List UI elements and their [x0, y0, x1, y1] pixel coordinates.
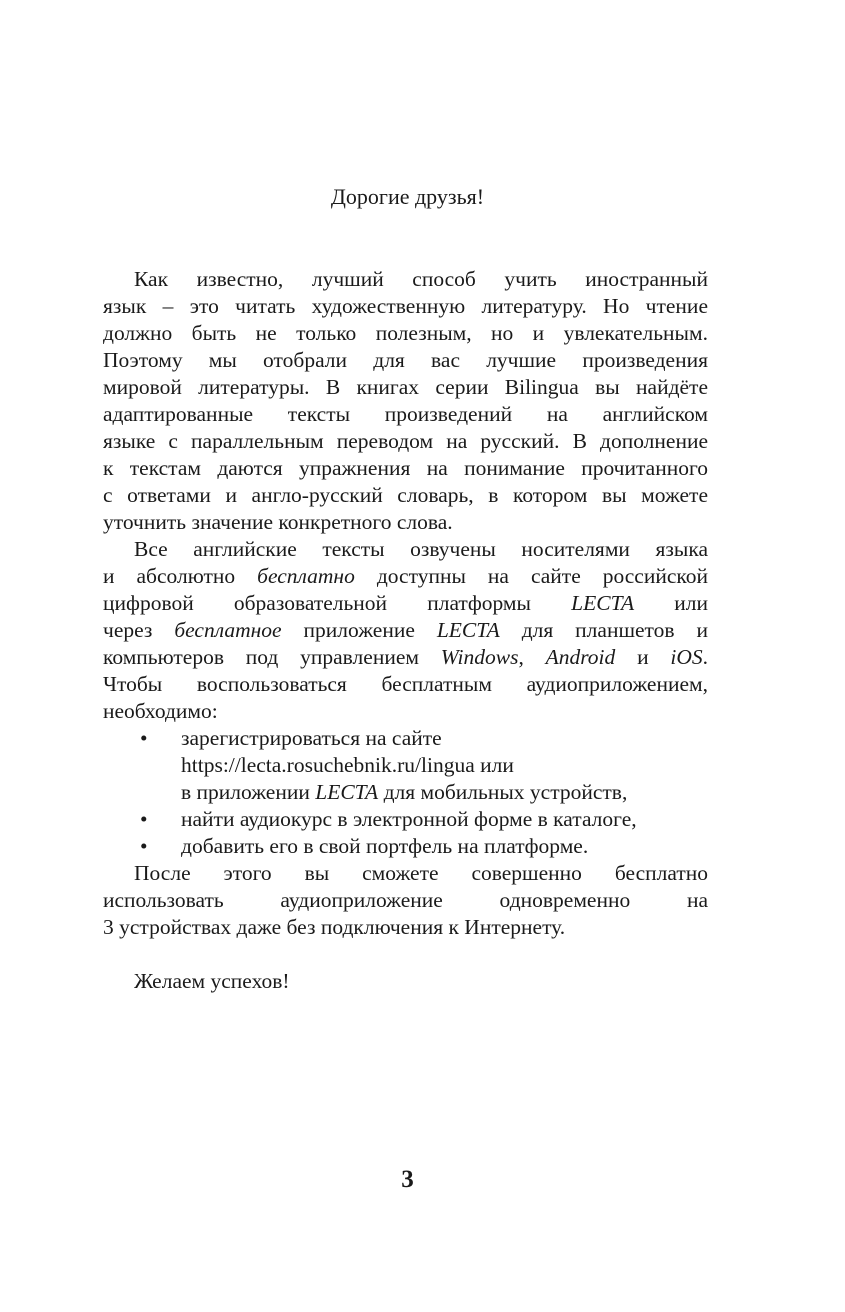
text-line: [103, 671, 708, 698]
text-segment: найти аудиокурс в электронной форме в каталоге,: [181, 807, 637, 831]
closing-line: Желаем успехов!: [134, 969, 290, 993]
text-line: [103, 293, 708, 320]
text-segment: .: [702, 645, 709, 669]
text-segment: в приложении: [181, 780, 316, 804]
text-line: [103, 455, 708, 482]
text-segment: адаптированные тексты произведений на английском: [103, 402, 708, 426]
text-segment: зарегистрироваться на сайте: [181, 726, 442, 750]
text-segment: для мобильных устройств,: [378, 780, 628, 804]
text-line: [103, 563, 708, 590]
bullet-item-line: [103, 752, 708, 779]
text-segment: мировой литературы. В книгах серии Bilingua вы найдёте: [103, 375, 708, 399]
text-segment: и абсолютно: [103, 564, 258, 588]
bullet-item-line: [103, 833, 708, 860]
text-segment: добавить его в свой портфель на платформе.: [181, 834, 589, 858]
text-line: [103, 509, 708, 536]
page-title: Дорогие друзья!: [330, 184, 485, 209]
text-segment: Чтобы воспользоваться бесплатным аудиоприложением,: [103, 672, 708, 696]
text-line: [103, 401, 708, 428]
page-number: 3: [401, 1166, 414, 1193]
text-segment: https://lecta.rosuchebnik.ru/lingua или: [181, 753, 514, 777]
italic-text: Windows: [440, 645, 519, 669]
bullet-list: [103, 725, 708, 860]
text-segment: компьютеров под управлением: [103, 645, 441, 669]
text-segment: к текстам даются упражнения на понимание прочитанного: [103, 456, 708, 480]
text-segment: использовать аудиоприложение одновременно на: [103, 888, 708, 912]
spacer: [103, 941, 708, 968]
bullet-item-line: [103, 779, 708, 806]
text-line: [103, 617, 708, 644]
text-segment: должно быть не только полезным, но и увлекательным.: [103, 321, 708, 345]
text-segment: с ответами и англо-русский словарь, в котором вы можете: [103, 483, 708, 507]
text-line: [103, 860, 708, 887]
text-segment: и: [615, 645, 671, 669]
text-segment: через: [103, 618, 175, 642]
text-line: [103, 536, 708, 563]
text-segment: Как известно, лучший способ учить иностранный: [134, 267, 708, 291]
text-segment: ,: [518, 645, 546, 669]
text-line: [103, 914, 708, 941]
text-line: [103, 374, 708, 401]
paragraph: [103, 860, 708, 941]
bullet-item-line: [103, 806, 708, 833]
text-segment: для планшетов и: [499, 618, 709, 642]
italic-text: iOS: [670, 645, 703, 669]
text-segment: необходимо:: [103, 699, 218, 723]
italic-text: Android: [545, 645, 616, 669]
text-segment: цифровой образовательной платформы: [103, 591, 572, 615]
text-segment: уточнить значение конкретного слова.: [103, 510, 453, 534]
italic-text: бесплатное: [174, 618, 282, 642]
text-line: [103, 266, 708, 293]
text-segment: доступны на сайте российской: [354, 564, 709, 588]
text-line: [103, 347, 708, 374]
text-line: [103, 590, 708, 617]
body-text: [103, 266, 708, 995]
text-line: [103, 320, 708, 347]
text-line: [103, 698, 708, 725]
italic-text: LECTA: [436, 618, 500, 642]
bullet-icon: •: [140, 807, 148, 831]
italic-text: LECTA: [315, 780, 379, 804]
paragraph: [103, 536, 708, 725]
text-segment: Поэтому мы отобрали для вас лучшие произведения: [103, 348, 708, 372]
text-line: [103, 644, 708, 671]
text-segment: После этого вы сможете совершенно бесплатно: [134, 861, 708, 885]
text-segment: языке с параллельным переводом на русский. В дополнение: [103, 429, 708, 453]
text-segment: 3 устройствах даже без подключения к Интернету.: [103, 915, 566, 939]
italic-text: бесплатно: [257, 564, 355, 588]
italic-text: LECTA: [571, 591, 635, 615]
bullet-icon: •: [140, 726, 148, 750]
text-line: [103, 428, 708, 455]
paragraph: [103, 266, 708, 536]
bullet-icon: •: [140, 834, 148, 858]
text-segment: язык – это читать художественную литературу. Но чтение: [103, 294, 708, 318]
text-segment: Все английские тексты озвучены носителями языка: [134, 537, 708, 561]
text-line: [103, 887, 708, 914]
bullet-item-line: [103, 725, 708, 752]
text-line: [103, 482, 708, 509]
text-segment: или: [634, 591, 708, 615]
text-segment: приложение: [281, 618, 437, 642]
